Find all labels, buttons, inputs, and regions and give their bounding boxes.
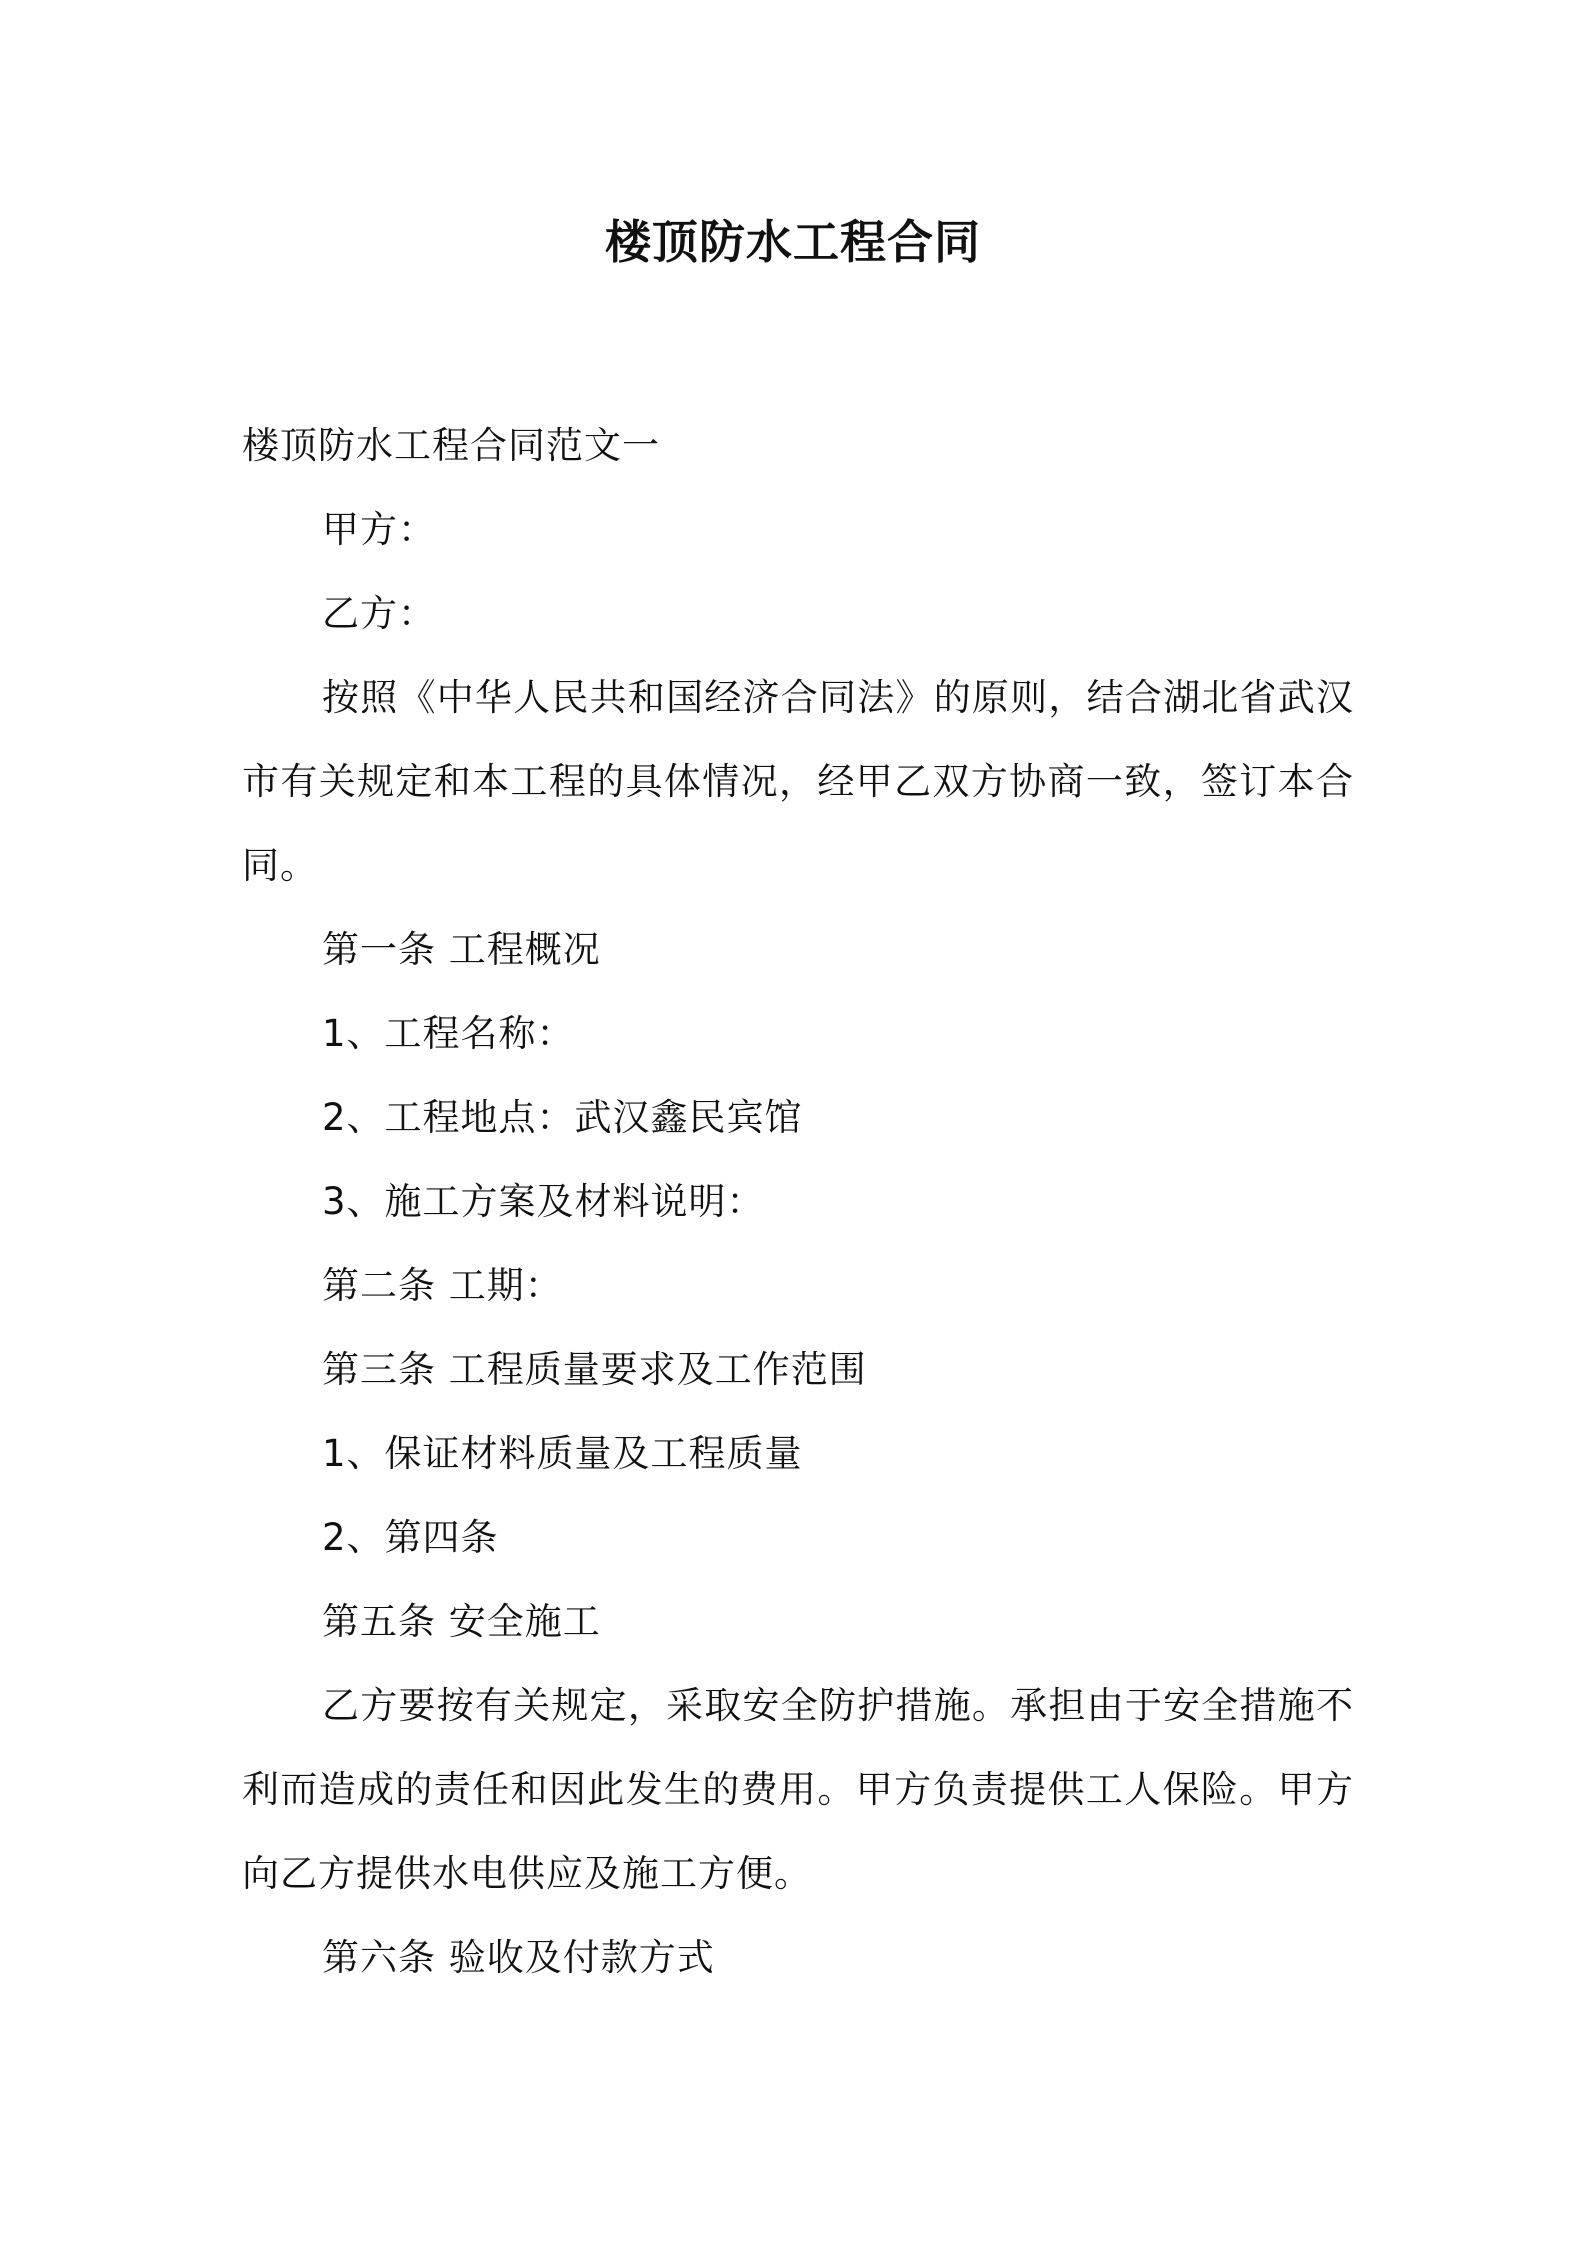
document-subtitle: 楼顶防水工程合同范文一 xyxy=(242,424,660,467)
quality-item-2: 2、第四条 xyxy=(322,1516,499,1559)
project-name-line: 1、工程名称： xyxy=(322,1012,575,1055)
article-1-heading: 第一条 工程概况 xyxy=(322,928,601,971)
intro-paragraph: 按照《中华人民共和国经济合同法》的原则，结合湖北省武汉市有关规定和本工程的具体情况，经甲乙双方协商一致，签订本合同。 xyxy=(242,676,1354,887)
document-body xyxy=(242,404,1354,2000)
party-b-line: 乙方： xyxy=(322,592,436,635)
article-3-heading: 第三条 工程质量要求及工作范围 xyxy=(322,1348,867,1391)
safety-paragraph: 乙方要按有关规定，采取安全防护措施。承担由于安全措施不利而造成的责任和因此发生的费用。甲方负责提供工人保险。甲方向乙方提供水电供应及施工方便。 xyxy=(242,1684,1354,1895)
article-6-heading: 第六条 验收及付款方式 xyxy=(322,1936,715,1979)
document-title: 楼顶防水工程合同 xyxy=(605,215,981,269)
party-a-line: 甲方： xyxy=(322,508,436,551)
project-location-line: 2、工程地点：武汉鑫民宾馆 xyxy=(322,1096,803,1139)
construction-plan-line: 3、施工方案及材料说明： xyxy=(322,1180,765,1223)
article-5-heading: 第五条 安全施工 xyxy=(322,1600,601,1643)
article-2-heading: 第二条 工期： xyxy=(322,1264,563,1307)
quality-item-1: 1、保证材料质量及工程质量 xyxy=(322,1432,803,1475)
